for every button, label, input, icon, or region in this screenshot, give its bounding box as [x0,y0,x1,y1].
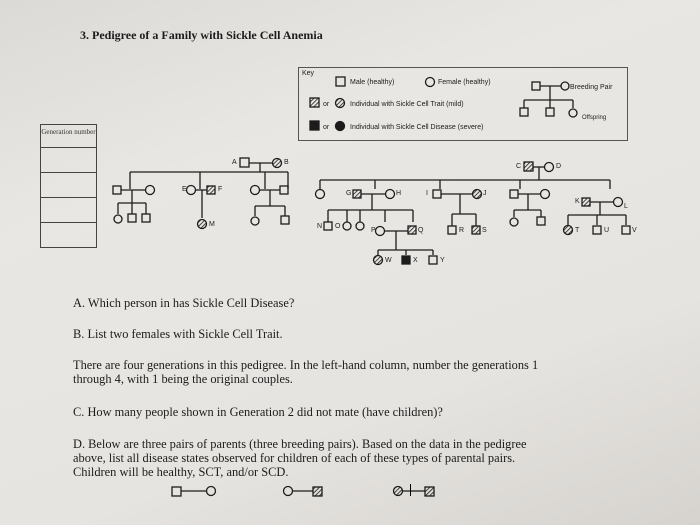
gen3-female-healthy [251,217,259,225]
gen2-male-healthy [113,186,121,194]
gen2-female-healthy [316,190,325,199]
label-v: V [632,227,637,234]
label-r: R [459,227,465,234]
individual-n-male-healthy [324,222,332,230]
gen3-female-healthy [114,215,122,223]
label-m: M [209,221,215,228]
individual-c-male-trait [524,162,533,171]
gen2-female-healthy [541,190,550,199]
offspring-female-symbol [569,109,577,117]
pair3-male-trait [425,487,434,496]
label-s: S [482,227,487,234]
individual-o-female-healthy [343,222,351,230]
worksheet-title: 3. Pedigree of a Family with Sickle Cell Anemia [80,28,323,42]
individual-e-female-healthy [187,186,196,195]
label-g: G [346,190,352,197]
label-j: J [483,190,487,197]
key-trait-label: Individual with Sickle Cell Trait (mild) [350,101,464,108]
breeding-pair-female-symbol [561,82,569,90]
label-u: U [604,227,610,234]
label-k: K [575,198,580,205]
key-or-label: or [323,101,330,108]
individual-s-male-trait [472,226,480,234]
individual-v-male-healthy [622,226,630,234]
pair1-female-healthy [207,487,216,496]
key-disease-label: Individual with Sickle Cell Disease (severe) [350,124,484,131]
label-n: N [317,223,323,230]
individual-r-male-healthy [448,226,456,234]
label-w: W [385,257,392,264]
gen3-male-healthy [128,214,136,222]
label-l: L [624,203,628,210]
individual-l-female-healthy [614,198,623,207]
text-cursor [410,484,411,496]
individual-h-female-healthy [386,190,395,199]
key-breeding-pair-label: Breeding Pair [570,84,613,91]
label-o: O [335,223,341,230]
label-t: T [575,227,580,234]
individual-d-female-healthy [545,163,554,172]
individual-m-female-trait [198,220,207,229]
individual-p-female-healthy [376,227,385,236]
individual-a-male-healthy [240,158,249,167]
female-disease-symbol [336,122,345,131]
female-trait-symbol [336,99,345,108]
gen3-female-healthy [510,218,518,226]
instructions-line-2: through 4, with 1 being the original couples. [73,372,293,386]
individual-x-male-disease [402,256,410,264]
gen3-female-healthy [356,222,364,230]
gen2-male-healthy [280,186,288,194]
instructions-line-1: There are four generations in this pedigree. In the left-hand column, number the generations 1 [73,358,539,372]
question-d-line-2: above, list all disease states observed for children of each of these types of parental pairs. [73,451,516,465]
pair2-male-trait [313,487,322,496]
label-q: Q [418,227,424,234]
individual-y-male-healthy [429,256,437,264]
individual-g-male-trait [353,190,361,198]
individual-q-male-trait [408,226,416,234]
female-healthy-symbol [426,78,435,87]
label-p: P [371,227,376,234]
gen3-male-healthy [142,214,150,222]
gen3-male-healthy [281,216,289,224]
individual-i-male-healthy [433,190,441,198]
individual-j-female-trait [473,190,482,199]
male-trait-symbol [310,98,319,107]
pair1-male-healthy [172,487,181,496]
label-c: C [516,163,522,170]
offspring-male-symbol [520,108,528,116]
gen2-female-healthy [146,186,155,195]
label-a: A [232,159,237,166]
individual-u-male-healthy [593,226,601,234]
label-d: D [556,163,562,170]
male-disease-symbol [310,121,319,130]
key-male-healthy-label: Male (healthy) [350,79,395,86]
gen2-male-healthy [510,190,518,198]
question-b: B. List two females with Sickle Cell Trait. [73,327,283,341]
individual-w-female-trait [374,256,383,265]
gen2-female-healthy [251,186,260,195]
label-e: E [182,186,187,193]
key-heading: Key [302,70,315,77]
male-healthy-symbol [336,77,345,86]
question-d-line-3: Children will be healthy, SCT, and/or SCD. [73,465,289,479]
pair2-female-healthy [284,487,293,496]
label-x: X [413,257,418,264]
label-y: Y [440,257,445,264]
label-f: F [218,186,223,193]
individual-b-female-trait [273,159,282,168]
question-c: C. How many people shown in Generation 2 did not mate (have children)? [73,405,443,419]
label-b: B [284,159,289,166]
label-h: H [396,190,402,197]
question-d-line-1: D. Below are three pairs of parents (three breeding pairs). Based on the data in the pedigree [73,437,527,451]
offspring-male-symbol [546,108,554,116]
individual-f-male-trait [207,186,215,194]
key-or-label: or [323,124,330,131]
individual-k-male-trait [582,198,590,206]
pair3-female-trait [394,487,403,496]
label-i: I [426,190,428,197]
generation-header: Generation number [41,128,96,136]
breeding-pair-male-symbol [532,82,540,90]
question-a: A. Which person in has Sickle Cell Disease? [73,296,295,310]
key-offspring-label: Offspring [582,115,607,121]
gen3-male-healthy [537,217,545,225]
key-female-healthy-label: Female (healthy) [438,79,491,86]
individual-t-female-trait [564,226,573,235]
